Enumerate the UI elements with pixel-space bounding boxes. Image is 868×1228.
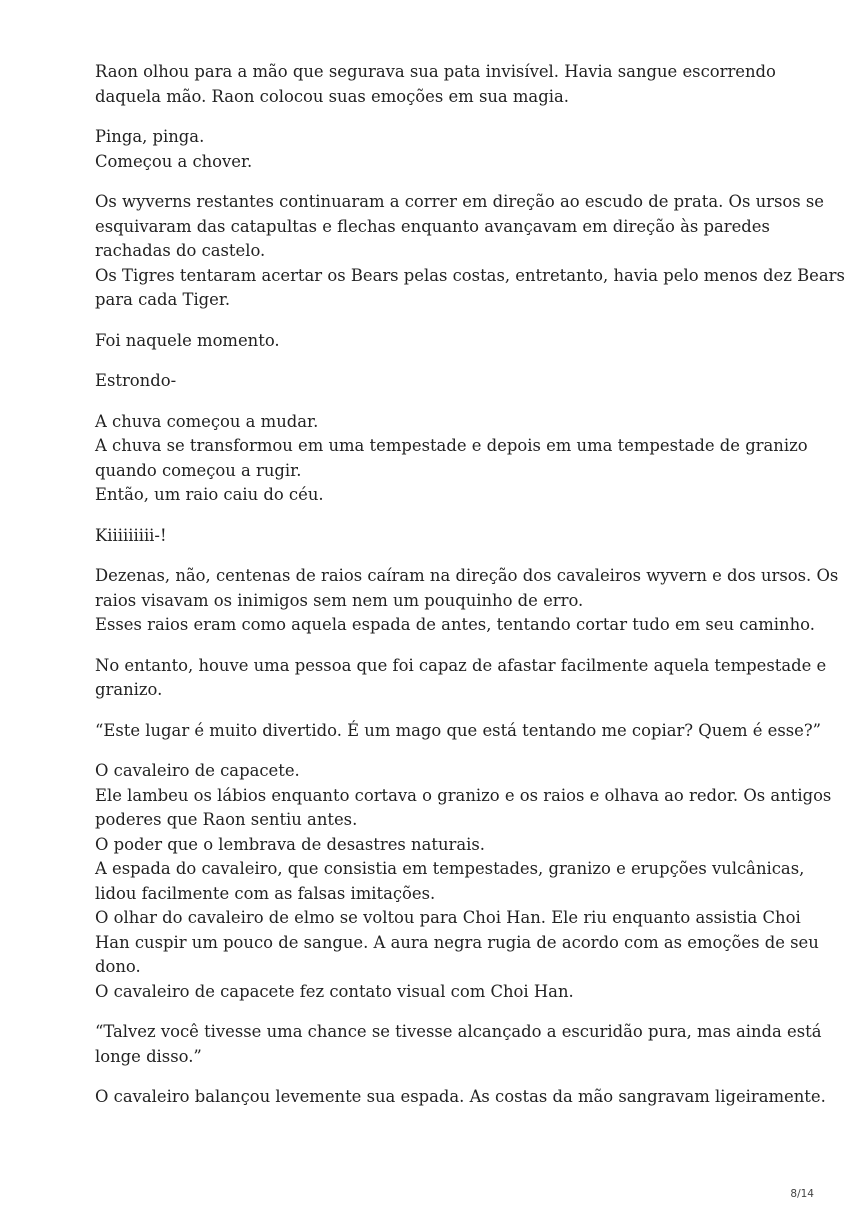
paragraph [95, 759, 832, 1004]
text-line: O cavaleiro balançou levemente sua espada. As costas da mão sangravam ligeiramente. [95, 1087, 826, 1106]
text-line: A chuva começou a mudar. [95, 411, 319, 431]
text-line: lidou facilmente com as falsas imitações. [95, 883, 436, 903]
paragraph [95, 329, 785, 354]
paragraph [95, 654, 827, 703]
text-line: “Este lugar é muito divertido. É um mago que está tentando me copiar? Quem é esse?” [95, 720, 822, 740]
text-line: O poder que o lembrava de desastres naturais. [95, 834, 485, 854]
text-line: granizo. [95, 680, 163, 699]
paragraph [95, 369, 785, 394]
text-line: A chuva se transformou em uma tempestade e depois em uma tempestade de granizo [95, 436, 808, 455]
paragraph [95, 190, 845, 313]
text-line: O cavaleiro de capacete fez contato visual com Choi Han. [95, 981, 574, 1001]
document-body [95, 60, 845, 1126]
paragraph [95, 564, 839, 638]
text-line: dono. [95, 957, 141, 976]
paragraph [95, 410, 808, 508]
text-line: O olhar do cavaleiro de elmo se voltou para Choi Han. Ele riu enquanto assistia Choi [95, 908, 801, 927]
text-line: Raon olhou para a mão que segurava sua pata invisível. Havia sangue escorrendo [95, 62, 776, 81]
text-line: para cada Tiger. [95, 290, 231, 309]
text-line: Os wyverns restantes continuaram a correr em direção ao escudo de prata. Os ursos se [95, 192, 824, 211]
text-line: Começou a chover. [95, 151, 253, 171]
text-line: esquivaram das catapultas e flechas enquanto avançavam em direção às paredes [95, 216, 770, 236]
text-line: quando começou a rugir. [95, 460, 302, 480]
text-line: Foi naquele momento. [95, 330, 280, 350]
text-line: O cavaleiro de capacete. [95, 761, 300, 780]
text-line: Kiiiiiiiii-! [95, 525, 167, 545]
text-line: Ele lambeu os lábios enquanto cortava o granizo e os raios e olhava ao redor. Os antigos [95, 785, 832, 805]
text-line: Então, um raio caiu do céu. [95, 485, 324, 504]
text-line: raios visavam os inimigos sem nem um pouquinho de erro. [95, 590, 584, 610]
paragraph [95, 60, 785, 109]
text-line: No entanto, houve uma pessoa que foi capaz de afastar facilmente aquela tempestade e [95, 655, 827, 675]
text-line: Os Tigres tentaram acertar os Bears pelas costas, entretanto, havia pelo menos dez Bears [95, 265, 845, 285]
paragraph [95, 524, 785, 549]
text-line: Pinga, pinga. [95, 127, 205, 146]
text-line: longe disso.” [95, 1046, 202, 1066]
text-line: A espada do cavaleiro, que consistia em tempestades, granizo e erupções vulcânicas, [95, 859, 805, 878]
paragraph [95, 719, 822, 744]
paragraph [95, 1085, 826, 1110]
text-line: Han cuspir um pouco de sangue. A aura negra rugia de acordo com as emoções de seu [95, 932, 819, 952]
page-number: 8/14 [790, 1188, 814, 1200]
text-line: Estrondo- [95, 371, 177, 390]
text-line: Dezenas, não, centenas de raios caíram na direção dos cavaleiros wyvern e dos ursos. Os [95, 566, 839, 585]
text-line: rachadas do castelo. [95, 241, 266, 260]
text-line: “Talvez você tivesse uma chance se tivesse alcançado a escuridão pura, mas ainda está [95, 1022, 822, 1041]
paragraph [95, 1020, 822, 1069]
paragraph [95, 125, 785, 174]
text-line: Esses raios eram como aquela espada de antes, tentando cortar tudo em seu caminho. [95, 615, 815, 634]
text-line: daquela mão. Raon colocou suas emoções em sua magia. [95, 86, 569, 106]
text-line: poderes que Raon sentiu antes. [95, 810, 358, 829]
